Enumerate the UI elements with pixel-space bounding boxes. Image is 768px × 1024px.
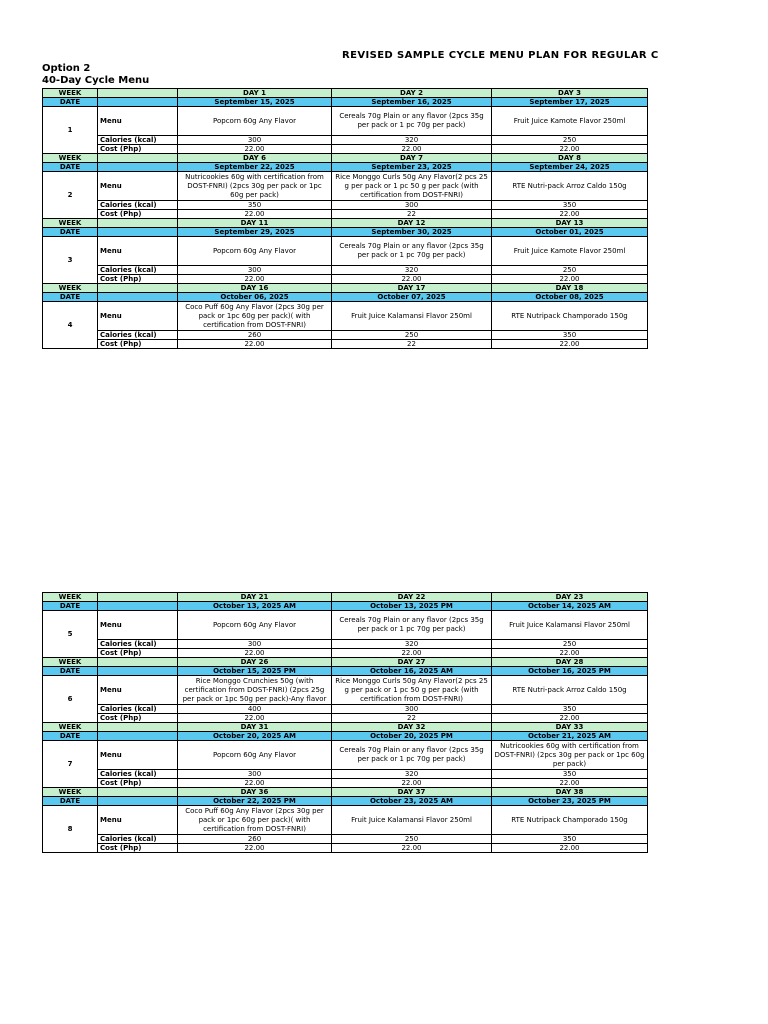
cost-cell: 22.00 xyxy=(332,275,492,284)
empty-cell xyxy=(98,228,178,237)
empty-cell xyxy=(98,797,178,806)
cost-row xyxy=(43,714,648,723)
cost-label: Cost (Php) xyxy=(98,649,178,658)
cost-label: Cost (Php) xyxy=(98,340,178,349)
date-row xyxy=(43,98,648,107)
date-row xyxy=(43,797,648,806)
menu-row xyxy=(43,676,648,705)
calories-label: Calories (kcal) xyxy=(98,705,178,714)
menu-label: Menu xyxy=(98,237,178,266)
menu-cell: Fruit Juice Kamote Flavor 250ml xyxy=(492,237,648,266)
week-number: 1 xyxy=(43,107,98,154)
date-cell: September 30, 2025 xyxy=(332,228,492,237)
calories-cell: 350 xyxy=(492,331,648,340)
day-label: DAY 38 xyxy=(492,788,648,797)
document-title: REVISED SAMPLE CYCLE MENU PLAN FOR REGULAR C xyxy=(342,50,659,61)
menu-cell: Cereals 70g Plain or any flavor (2pcs 35g per pack or 1 pc 70g per pack) xyxy=(332,107,492,136)
date-label: DATE xyxy=(43,293,98,302)
menu-row xyxy=(43,237,648,266)
cost-cell: 22.00 xyxy=(492,714,648,723)
menu-cell: Nutricookies 60g with certification from DOST-FNRI) (2pcs 30g per pack or 1pc 60g per pack) xyxy=(492,741,648,770)
week-label: WEEK xyxy=(43,788,98,797)
calories-cell: 300 xyxy=(178,770,332,779)
cost-cell: 22.00 xyxy=(492,210,648,219)
menu-label: Menu xyxy=(98,741,178,770)
cost-cell: 22.00 xyxy=(178,210,332,219)
date-cell: October 08, 2025 xyxy=(492,293,648,302)
cost-cell: 22.00 xyxy=(492,340,648,349)
empty-cell xyxy=(98,602,178,611)
date-cell: October 23, 2025 AM xyxy=(332,797,492,806)
menu-label: Menu xyxy=(98,302,178,331)
cost-cell: 22.00 xyxy=(332,649,492,658)
menu-cell: Rice Monggo Curls 50g Any Flavor(2 pcs 25 g per pack or 1 pc 50 g per pack (with certification from DOST-FNRI) xyxy=(332,676,492,705)
week-number: 6 xyxy=(43,676,98,723)
cost-cell: 22 xyxy=(332,340,492,349)
day-label: DAY 16 xyxy=(178,284,332,293)
menu-cell: Fruit Juice Kalamansi Flavor 250ml xyxy=(492,611,648,640)
calories-cell: 250 xyxy=(332,331,492,340)
empty-cell xyxy=(98,667,178,676)
empty-cell xyxy=(98,219,178,228)
menu-label: Menu xyxy=(98,611,178,640)
cost-row xyxy=(43,275,648,284)
menu-label: Menu xyxy=(98,806,178,835)
day-label: DAY 36 xyxy=(178,788,332,797)
week-number: 8 xyxy=(43,806,98,853)
week-label: WEEK xyxy=(43,219,98,228)
cost-row xyxy=(43,145,648,154)
menu-cell: Nutricookies 60g with certification from DOST-FNRI) (2pcs 30g per pack or 1pc 60g per pack) xyxy=(178,172,332,201)
cost-cell: 22.00 xyxy=(178,844,332,853)
calories-cell: 350 xyxy=(492,705,648,714)
calories-cell: 250 xyxy=(332,835,492,844)
date-label: DATE xyxy=(43,163,98,172)
date-cell: October 14, 2025 AM xyxy=(492,602,648,611)
date-cell: October 06, 2025 xyxy=(178,293,332,302)
date-row xyxy=(43,163,648,172)
cost-cell: 22 xyxy=(332,210,492,219)
cost-cell: 22.00 xyxy=(492,779,648,788)
menu-cell: Coco Puff 60g Any Flavor (2pcs 30g per pack or 1pc 60g per pack)( with certification from DOST-FNRI) xyxy=(178,302,332,331)
menu-cell: Cereals 70g Plain or any flavor (2pcs 35g per pack or 1 pc 70g per pack) xyxy=(332,237,492,266)
empty-cell xyxy=(98,593,178,602)
calories-cell: 350 xyxy=(492,770,648,779)
empty-cell xyxy=(98,284,178,293)
date-cell: September 24, 2025 xyxy=(492,163,648,172)
cost-label: Cost (Php) xyxy=(98,275,178,284)
date-cell: October 21, 2025 AM xyxy=(492,732,648,741)
date-label: DATE xyxy=(43,667,98,676)
option-heading xyxy=(42,63,149,87)
date-cell: September 16, 2025 xyxy=(332,98,492,107)
empty-cell xyxy=(98,98,178,107)
cost-cell: 22.00 xyxy=(332,145,492,154)
date-cell: October 22, 2025 PM xyxy=(178,797,332,806)
date-cell: October 16, 2025 PM xyxy=(492,667,648,676)
calories-label: Calories (kcal) xyxy=(98,770,178,779)
cost-cell: 22.00 xyxy=(178,779,332,788)
empty-cell xyxy=(98,293,178,302)
menu-cell: Rice Monggo Crunchies 50g (with certification from DOST-FNRI) (2pcs 25g per pack or 1pc 50g per pack)-Any flavor xyxy=(178,676,332,705)
calories-row xyxy=(43,201,648,210)
date-cell: September 17, 2025 xyxy=(492,98,648,107)
calories-label: Calories (kcal) xyxy=(98,136,178,145)
calories-row xyxy=(43,331,648,340)
cost-label: Cost (Php) xyxy=(98,714,178,723)
calories-row xyxy=(43,705,648,714)
menu-cell: RTE Nutri-pack Arroz Caldo 150g xyxy=(492,676,648,705)
date-cell: September 23, 2025 xyxy=(332,163,492,172)
menu-cell: Popcorn 60g Any Flavor xyxy=(178,237,332,266)
week-header-row xyxy=(43,788,648,797)
calories-cell: 300 xyxy=(178,136,332,145)
calories-cell: 300 xyxy=(332,705,492,714)
cost-label: Cost (Php) xyxy=(98,145,178,154)
week-number: 3 xyxy=(43,237,98,284)
menu-row xyxy=(43,302,648,331)
cost-row xyxy=(43,779,648,788)
cost-row xyxy=(43,844,648,853)
day-label: DAY 17 xyxy=(332,284,492,293)
week-number: 5 xyxy=(43,611,98,658)
calories-label: Calories (kcal) xyxy=(98,331,178,340)
calories-cell: 350 xyxy=(492,835,648,844)
calories-cell: 250 xyxy=(492,266,648,275)
date-label: DATE xyxy=(43,797,98,806)
calories-cell: 300 xyxy=(178,266,332,275)
day-label: DAY 2 xyxy=(332,89,492,98)
date-cell: October 01, 2025 xyxy=(492,228,648,237)
date-cell: October 20, 2025 PM xyxy=(332,732,492,741)
cycle-menu-subtitle: 40-Day Cycle Menu xyxy=(42,75,150,86)
option-label: Option 2 xyxy=(42,63,91,74)
date-label: DATE xyxy=(43,602,98,611)
calories-row xyxy=(43,266,648,275)
menu-cell: Popcorn 60g Any Flavor xyxy=(178,107,332,136)
calories-label: Calories (kcal) xyxy=(98,266,178,275)
week-header-row xyxy=(43,89,648,98)
cost-cell: 22.00 xyxy=(178,714,332,723)
cost-cell: 22.00 xyxy=(492,275,648,284)
week-number: 2 xyxy=(43,172,98,219)
menu-row xyxy=(43,741,648,770)
day-label: DAY 13 xyxy=(492,219,648,228)
menu-label: Menu xyxy=(98,107,178,136)
day-label: DAY 8 xyxy=(492,154,648,163)
menu-cell: Cereals 70g Plain or any flavor (2pcs 35g per pack or 1 pc 70g per pack) xyxy=(332,611,492,640)
day-label: DAY 22 xyxy=(332,593,492,602)
menu-label: Menu xyxy=(98,676,178,705)
date-cell: October 23, 2025 PM xyxy=(492,797,648,806)
date-label: DATE xyxy=(43,228,98,237)
calories-row xyxy=(43,640,648,649)
cost-cell: 22 xyxy=(332,714,492,723)
week-header-row xyxy=(43,723,648,732)
calories-cell: 320 xyxy=(332,640,492,649)
menu-cell: Fruit Juice Kalamansi Flavor 250ml xyxy=(332,806,492,835)
day-label: DAY 3 xyxy=(492,89,648,98)
menu-cell: RTE Nutripack Champorado 150g xyxy=(492,806,648,835)
day-label: DAY 18 xyxy=(492,284,648,293)
cost-cell: 22.00 xyxy=(178,340,332,349)
empty-cell xyxy=(98,658,178,667)
cost-label: Cost (Php) xyxy=(98,844,178,853)
week-label: WEEK xyxy=(43,89,98,98)
week-header-row xyxy=(43,219,648,228)
day-label: DAY 28 xyxy=(492,658,648,667)
calories-cell: 400 xyxy=(178,705,332,714)
menu-cell: Coco Puff 60g Any Flavor (2pcs 30g per pack or 1pc 60g per pack)( with certification from DOST-FNRI) xyxy=(178,806,332,835)
empty-cell xyxy=(98,732,178,741)
cost-cell: 22.00 xyxy=(492,649,648,658)
calories-cell: 300 xyxy=(332,201,492,210)
day-label: DAY 31 xyxy=(178,723,332,732)
menu-cell: RTE Nutripack Champorado 150g xyxy=(492,302,648,331)
day-label: DAY 12 xyxy=(332,219,492,228)
week-label: WEEK xyxy=(43,658,98,667)
menu-row xyxy=(43,806,648,835)
menu-cell: Popcorn 60g Any Flavor xyxy=(178,611,332,640)
calories-cell: 320 xyxy=(332,266,492,275)
cycle-menu-table-2 xyxy=(42,592,648,853)
week-header-row xyxy=(43,154,648,163)
menu-cell: Popcorn 60g Any Flavor xyxy=(178,741,332,770)
cost-cell: 22.00 xyxy=(178,275,332,284)
date-cell: October 13, 2025 AM xyxy=(178,602,332,611)
cost-cell: 22.00 xyxy=(178,145,332,154)
cost-cell: 22.00 xyxy=(178,649,332,658)
menu-cell: Fruit Juice Kalamansi Flavor 250ml xyxy=(332,302,492,331)
week-header-row xyxy=(43,658,648,667)
date-row xyxy=(43,293,648,302)
calories-cell: 250 xyxy=(492,136,648,145)
menu-cell: RTE Nutri-pack Arroz Caldo 150g xyxy=(492,172,648,201)
cost-label: Cost (Php) xyxy=(98,210,178,219)
cycle-menu-table-1 xyxy=(42,88,648,349)
week-label: WEEK xyxy=(43,593,98,602)
cost-row xyxy=(43,340,648,349)
empty-cell xyxy=(98,89,178,98)
calories-row xyxy=(43,835,648,844)
date-row xyxy=(43,667,648,676)
date-cell: October 13, 2025 PM xyxy=(332,602,492,611)
date-cell: September 29, 2025 xyxy=(178,228,332,237)
date-row xyxy=(43,602,648,611)
calories-cell: 350 xyxy=(178,201,332,210)
menu-row xyxy=(43,107,648,136)
week-label: WEEK xyxy=(43,284,98,293)
date-cell: October 07, 2025 xyxy=(332,293,492,302)
cost-row xyxy=(43,210,648,219)
menu-cell: Cereals 70g Plain or any flavor (2pcs 35g per pack or 1 pc 70g per pack) xyxy=(332,741,492,770)
week-label: WEEK xyxy=(43,723,98,732)
calories-label: Calories (kcal) xyxy=(98,835,178,844)
calories-cell: 260 xyxy=(178,331,332,340)
week-number: 4 xyxy=(43,302,98,349)
day-label: DAY 27 xyxy=(332,658,492,667)
calories-cell: 260 xyxy=(178,835,332,844)
cost-cell: 22.00 xyxy=(332,844,492,853)
calories-label: Calories (kcal) xyxy=(98,640,178,649)
date-label: DATE xyxy=(43,98,98,107)
date-cell: October 15, 2025 PM xyxy=(178,667,332,676)
date-cell: October 20, 2025 AM xyxy=(178,732,332,741)
cost-cell: 22.00 xyxy=(492,145,648,154)
cost-label: Cost (Php) xyxy=(98,779,178,788)
day-label: DAY 23 xyxy=(492,593,648,602)
calories-cell: 320 xyxy=(332,770,492,779)
empty-cell xyxy=(98,154,178,163)
calories-cell: 250 xyxy=(492,640,648,649)
date-cell: October 16, 2025 AM xyxy=(332,667,492,676)
calories-cell: 300 xyxy=(178,640,332,649)
menu-label: Menu xyxy=(98,172,178,201)
date-cell: September 22, 2025 xyxy=(178,163,332,172)
empty-cell xyxy=(98,723,178,732)
day-label: DAY 26 xyxy=(178,658,332,667)
week-label: WEEK xyxy=(43,154,98,163)
cost-row xyxy=(43,649,648,658)
week-number: 7 xyxy=(43,741,98,788)
cost-cell: 22.00 xyxy=(492,844,648,853)
day-label: DAY 21 xyxy=(178,593,332,602)
calories-row xyxy=(43,770,648,779)
day-label: DAY 33 xyxy=(492,723,648,732)
calories-cell: 320 xyxy=(332,136,492,145)
menu-row xyxy=(43,172,648,201)
date-cell: September 15, 2025 xyxy=(178,98,332,107)
empty-cell xyxy=(98,163,178,172)
calories-label: Calories (kcal) xyxy=(98,201,178,210)
day-label: DAY 37 xyxy=(332,788,492,797)
week-header-row xyxy=(43,593,648,602)
day-label: DAY 11 xyxy=(178,219,332,228)
day-label: DAY 6 xyxy=(178,154,332,163)
date-label: DATE xyxy=(43,732,98,741)
calories-cell: 350 xyxy=(492,201,648,210)
cost-cell: 22.00 xyxy=(332,779,492,788)
calories-row xyxy=(43,136,648,145)
date-row xyxy=(43,228,648,237)
day-label: DAY 1 xyxy=(178,89,332,98)
empty-cell xyxy=(98,788,178,797)
date-row xyxy=(43,732,648,741)
menu-cell: Fruit Juice Kamote Flavor 250ml xyxy=(492,107,648,136)
menu-row xyxy=(43,611,648,640)
day-label: DAY 7 xyxy=(332,154,492,163)
menu-cell: Rice Monggo Curls 50g Any Flavor(2 pcs 25 g per pack or 1 pc 50 g per pack (with certification from DOST-FNRI) xyxy=(332,172,492,201)
week-header-row xyxy=(43,284,648,293)
day-label: DAY 32 xyxy=(332,723,492,732)
